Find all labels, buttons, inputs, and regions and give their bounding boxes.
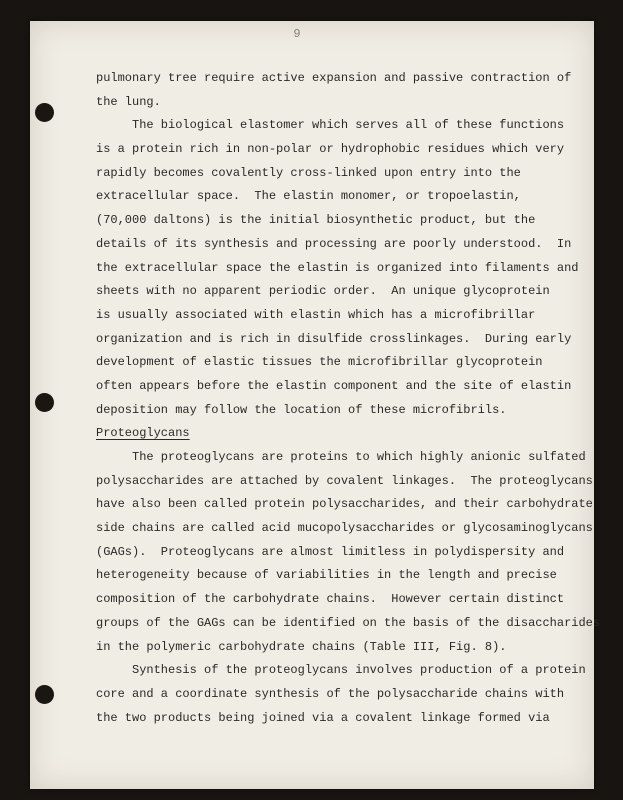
text-line: organization and is rich in disulfide crosslinkages. During early: [96, 331, 572, 346]
text-line: groups of the GAGs can be identified on the basis of the disaccharides: [96, 615, 601, 630]
text-line: deposition may follow the location of these microfibrils.: [96, 402, 507, 417]
text-line: heterogeneity because of variabilities in the length and precise: [96, 568, 557, 583]
text-line: is usually associated with elastin which has a microfibrillar: [96, 307, 536, 322]
text-line: (GAGs). Proteoglycans are almost limitless in polydispersity and: [96, 544, 565, 559]
text-line: in the polymeric carbohydrate chains (Table III, Fig. 8).: [96, 639, 507, 654]
hole-punch: [35, 103, 54, 122]
text-line: is a protein rich in non-polar or hydrophobic residues which very: [96, 142, 565, 157]
page-number: 9: [293, 27, 301, 41]
text-line: The biological elastomer which serves all of these functions: [96, 118, 565, 133]
text-line: Synthesis of the proteoglycans involves production of a protein: [96, 663, 586, 678]
hole-punch: [35, 685, 54, 704]
text-line: composition of the carbohydrate chains. However certain distinct: [96, 592, 565, 607]
text-line: pulmonary tree require active expansion and passive contraction of: [96, 71, 572, 85]
text-line: the lung.: [96, 94, 161, 109]
text-line: extracellular space. The elastin monomer, or tropoelastin,: [96, 189, 521, 204]
text-line: The proteoglycans are proteins to which highly anionic sulfated: [96, 450, 586, 464]
section-heading: Proteoglycans: [96, 426, 190, 441]
text-line: often appears before the elastin component and the site of elastin: [96, 378, 572, 393]
text-line: core and a coordinate synthesis of the polysaccharide chains with: [96, 686, 565, 701]
text-line: side chains are called acid mucopolysaccharides or glycosaminoglycans: [96, 521, 593, 536]
text-line: have also been called protein polysaccharides, and their carbohydrate: [96, 497, 593, 512]
text-line: details of its synthesis and processing are poorly understood. In: [96, 236, 572, 251]
text-line: (70,000 daltons) is the initial biosynthetic product, but the: [96, 213, 536, 228]
document-text: [96, 67, 600, 730]
text-line: development of elastic tissues the microfibrillar glycoprotein: [96, 355, 543, 370]
text-line: rapidly becomes covalently cross-linked upon entry into the: [96, 165, 521, 180]
text-line: sheets with no apparent periodic order. An unique glycoprotein: [96, 284, 550, 299]
hole-punch: [35, 393, 54, 412]
document-page: [30, 21, 601, 789]
text-line: the extracellular space the elastin is organized into filaments and: [96, 260, 579, 275]
text-line: polysaccharides are attached by covalent linkages. The proteoglycans: [96, 473, 593, 488]
text-line: the two products being joined via a covalent linkage formed via: [96, 710, 550, 725]
